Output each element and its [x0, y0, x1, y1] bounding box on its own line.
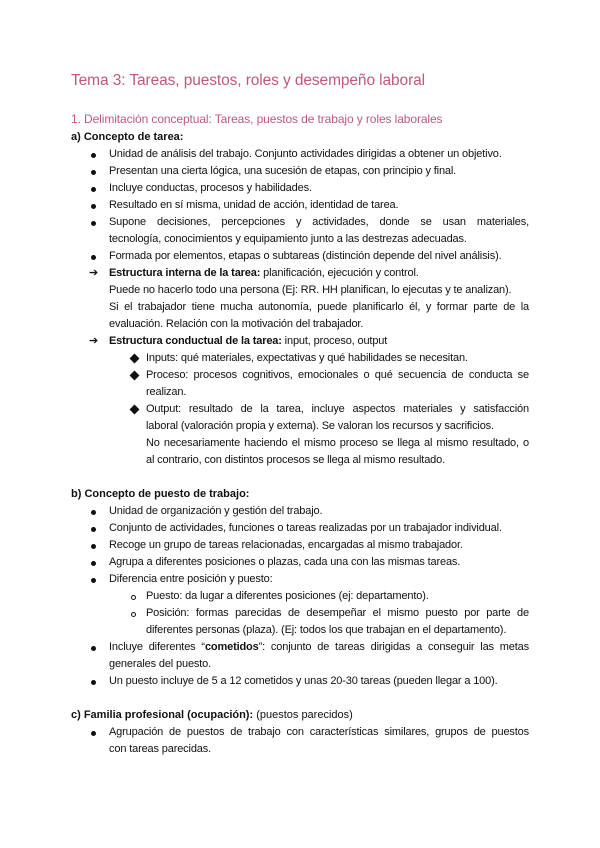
list-item: Output: resultado de la tarea, incluye aspectos materiales y satisfacción — [146, 403, 529, 415]
list-item-continuation: con tareas parecidas. — [109, 743, 212, 755]
list-item: Presentan una cierta lógica, una sucesión de etapas, con principio y final. — [109, 165, 457, 177]
list-item-continuation: evaluación. Relación con la motivación del trabajador. — [109, 318, 364, 330]
bullet-icon — [91, 561, 96, 566]
subsection-b-heading: b) Concepto de puesto de trabajo: — [71, 488, 250, 500]
diamond-bullet-icon — [130, 371, 140, 381]
list-item: Incluye conductas, procesos y habilidades. — [109, 182, 312, 194]
list-item-continuation: Si el trabajador tiene mucha autonomía, puede planificarlo él, y formar parte de la — [109, 301, 529, 313]
list-item-continuation: No necesariamente haciendo el mismo proceso se llega al mismo resultado, o — [146, 437, 529, 449]
list-item: Diferencia entre posición y puesto: — [109, 573, 273, 585]
list-item: Inputs: qué materiales, expectativas y qué habilidades se necesitan. — [146, 352, 468, 364]
list-item-continuation: tecnología, conocimientos y equipamiento junto a las destrezas adecuadas. — [109, 233, 467, 245]
bullet-icon — [91, 527, 96, 532]
arrow-right-icon: ➔ — [89, 267, 99, 279]
bullet-icon — [91, 578, 96, 583]
list-item: Incluye diferentes “cometidos”: conjunto de tareas dirigidas a conseguir las metas — [109, 641, 529, 653]
list-item-continuation: Puede no hacerlo todo una persona (Ej: RR. HH planifican, lo ejecutas y te analizan). — [109, 284, 512, 296]
subsection-c-heading: c) Familia profesional (ocupación): (puestos parecidos) — [71, 709, 353, 721]
diamond-bullet-icon — [130, 405, 140, 415]
circle-bullet-icon — [131, 612, 136, 617]
list-item: Agrupa a diferentes posiciones o plazas, cada una con las mismas tareas. — [109, 556, 461, 568]
list-item: Posición: formas parecidas de desempeñar el mismo puesto por parte de — [146, 607, 529, 619]
subsection-a-heading: a) Concepto de tarea: — [71, 131, 184, 143]
bullet-icon — [91, 170, 96, 175]
bullet-icon — [91, 153, 96, 158]
list-item: Recoge un grupo de tareas relacionadas, encargadas al mismo trabajador. — [109, 539, 463, 551]
list-item: Supone decisiones, percepciones y actividades, donde se usan materiales, — [109, 216, 529, 228]
bullet-icon — [91, 544, 96, 549]
arrow-right-icon: ➔ — [89, 335, 99, 347]
list-item-continuation: laboral (valoración propia y externa). Se valoran los recursos y sacrificios. — [146, 420, 494, 432]
list-item: Agrupación de puestos de trabajo con características similares, grupos de puestos — [109, 726, 529, 738]
list-item: Resultado en sí misma, unidad de acción, identidad de tarea. — [109, 199, 399, 211]
list-item-continuation: al contrario, con distintos procesos se llega al mismo resultado. — [146, 454, 446, 466]
diamond-bullet-icon — [130, 354, 140, 364]
bullet-icon — [91, 221, 96, 226]
bullet-icon — [91, 646, 96, 651]
list-item: Conjunto de actividades, funciones o tareas realizadas por un trabajador individual. — [109, 522, 502, 534]
list-item: Formada por elementos, etapas o subtareas (distinción depende del nivel análisis). — [109, 250, 502, 262]
list-item: Proceso: procesos cognitivos, emocionales o qué secuencia de conducta se — [146, 369, 529, 381]
bullet-icon — [91, 680, 96, 685]
list-item-continuation: realizan. — [146, 386, 187, 398]
page-title: Tema 3: Tareas, puestos, roles y desempeño laboral — [71, 72, 425, 89]
circle-bullet-icon — [131, 595, 136, 600]
bullet-icon — [91, 204, 96, 209]
list-item: Estructura interna de la tarea: planificación, ejecución y control. — [109, 267, 419, 279]
list-item: Estructura conductual de la tarea: input, proceso, output — [109, 335, 388, 347]
list-item-continuation: generales del puesto. — [109, 658, 212, 670]
bullet-icon — [91, 187, 96, 192]
list-item: Unidad de organización y gestión del trabajo. — [109, 505, 323, 517]
section-heading-1: 1. Delimitación conceptual: Tareas, puestos de trabajo y roles laborales — [71, 112, 443, 126]
bullet-icon — [91, 731, 96, 736]
list-item: Un puesto incluye de 5 a 12 cometidos y unas 20-30 tareas (pueden llegar a 100). — [109, 675, 498, 687]
list-item: Unidad de análisis del trabajo. Conjunto actividades dirigidas a obtener un objetivo. — [109, 148, 502, 160]
bullet-icon — [91, 255, 96, 260]
list-item-continuation: diferentes personas (plaza). (Ej: todos los que trabajan en el departamento). — [146, 624, 507, 636]
list-item: Puesto: da lugar a diferentes posiciones (ej: departamento). — [146, 590, 429, 602]
bullet-icon — [91, 510, 96, 515]
